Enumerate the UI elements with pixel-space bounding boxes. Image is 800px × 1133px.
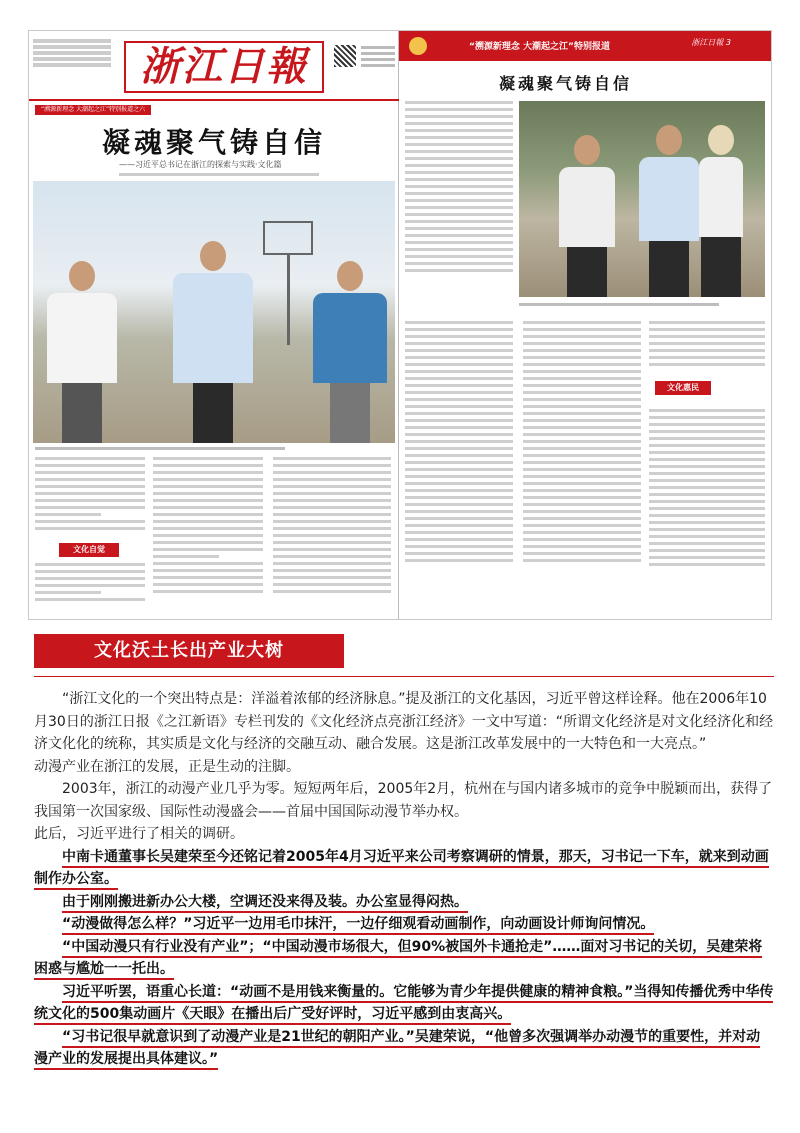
highlighted-paragraph: “动漫做得怎么样？”习近平一边用毛巾抹汗，一边仔细观看动画制作，向动画设计师询问情况。: [62, 916, 654, 935]
photo-person: [47, 261, 117, 443]
highlighted-paragraph: “中国动漫只有行业没有产业”；“中国动漫市场很大，但90%被国外卡通抢走”……面对习书记的关切，吴建荣将困惑与尴尬一一托出。: [34, 939, 762, 981]
right-news-photo: [519, 101, 765, 297]
newspaper-right-page: [399, 31, 771, 619]
photo-person: [559, 135, 615, 297]
photo-person: [699, 125, 743, 297]
right-report-tag: “溯源新理念 大潮起之江”特别报道: [469, 42, 610, 52]
text-column: [405, 101, 513, 276]
newspaper-spread-image: [28, 30, 772, 620]
basketball-hoop-shape: [263, 221, 313, 255]
right-headline: 凝魂聚气铸自信: [499, 74, 633, 93]
right-paper-name: 浙江日報 3: [691, 38, 731, 47]
photo-person: [639, 125, 699, 297]
party-emblem-icon: [409, 37, 427, 55]
article-paragraph: 2003年，浙江的动漫产业几乎为零。短短两年后，2005年2月，杭州在与国内诸多城市的竞争中脱颖而出，获得了我国第一次国家级、国际性动漫盛会——首届中国国际动漫节举办权。: [34, 781, 773, 820]
highlighted-paragraph: 中南卡通董事长吴建荣至今还铭记着2005年4月习近平来公司考察调研的情景，那天，习书记一下车，就来到动画制作办公室。: [34, 849, 769, 891]
masthead: [29, 31, 399, 101]
newspaper-left-page: [29, 31, 399, 619]
masthead-issue-info: [361, 43, 395, 70]
photo-person: [313, 261, 387, 443]
right-page-header: [399, 31, 771, 61]
article-paragraph: 动漫产业在浙江的发展，正是生动的注脚。: [34, 758, 300, 775]
text-column: [523, 321, 641, 566]
left-news-photo: [33, 181, 395, 443]
masthead-title: 浙江日報: [124, 41, 324, 93]
highlighted-paragraph: 由于刚刚搬进新办公大楼，空调还没来得及装。办公室显得闷热。: [62, 894, 468, 913]
article-body: [34, 688, 774, 1071]
highlighted-paragraph: 习近平听罢，语重心长道：“动画不是用钱来衡量的。它能够为青少年提供健康的精神食粮。”当得知传播优秀中华传统文化的500集动画片《天眼》在播出后广受好评时，习近平感到由衷高兴。: [34, 984, 773, 1026]
left-report-tag: “溯源新理念 大潮起之江”特别报道之六: [35, 105, 151, 115]
text-column: [649, 321, 765, 370]
left-subtitle: ——习近平总书记在浙江的探索与实践·文化篇: [119, 160, 282, 169]
right-box-label: 文化惠民: [655, 381, 711, 395]
text-column: [405, 321, 513, 566]
left-headline: 凝魂聚气铸自信: [101, 126, 326, 159]
article-paragraph: 此后，习近平进行了相关的调研。: [34, 826, 244, 842]
article-paragraph: “浙江文化的一个突出特点是：洋溢着浓郁的经济脉息。”提及浙江的文化基因，习近平曾这样诠释。他在2006年10月30日的浙江日报《之江新语》专栏刊发的《文化经济点亮浙江经济》一文中写道：“所谓文化经济是对文化经济化和经济文化化的统称，其实质是文化与经济的交融互动、融合发展。这是浙江改革发展中的一大特色和一大亮点。”: [34, 691, 774, 752]
masthead-info: [33, 37, 111, 69]
left-box-label: 文化自觉: [59, 543, 119, 557]
section-title-banner: 文化沃土长出产业大树: [34, 634, 344, 668]
photo-person: [173, 241, 253, 443]
section-divider: [34, 676, 774, 677]
text-column: [649, 409, 765, 570]
text-column: [153, 457, 263, 597]
text-column: [35, 457, 145, 534]
qr-code-icon: [334, 45, 356, 67]
left-byline: [119, 173, 319, 176]
highlighted-paragraph: “习书记很早就意识到了动漫产业是21世纪的朝阳产业。”吴建荣说，“他曾多次强调举办动漫节的重要性，并对动漫产业的发展提出具体建议。”: [34, 1029, 760, 1071]
text-column: [273, 457, 391, 597]
